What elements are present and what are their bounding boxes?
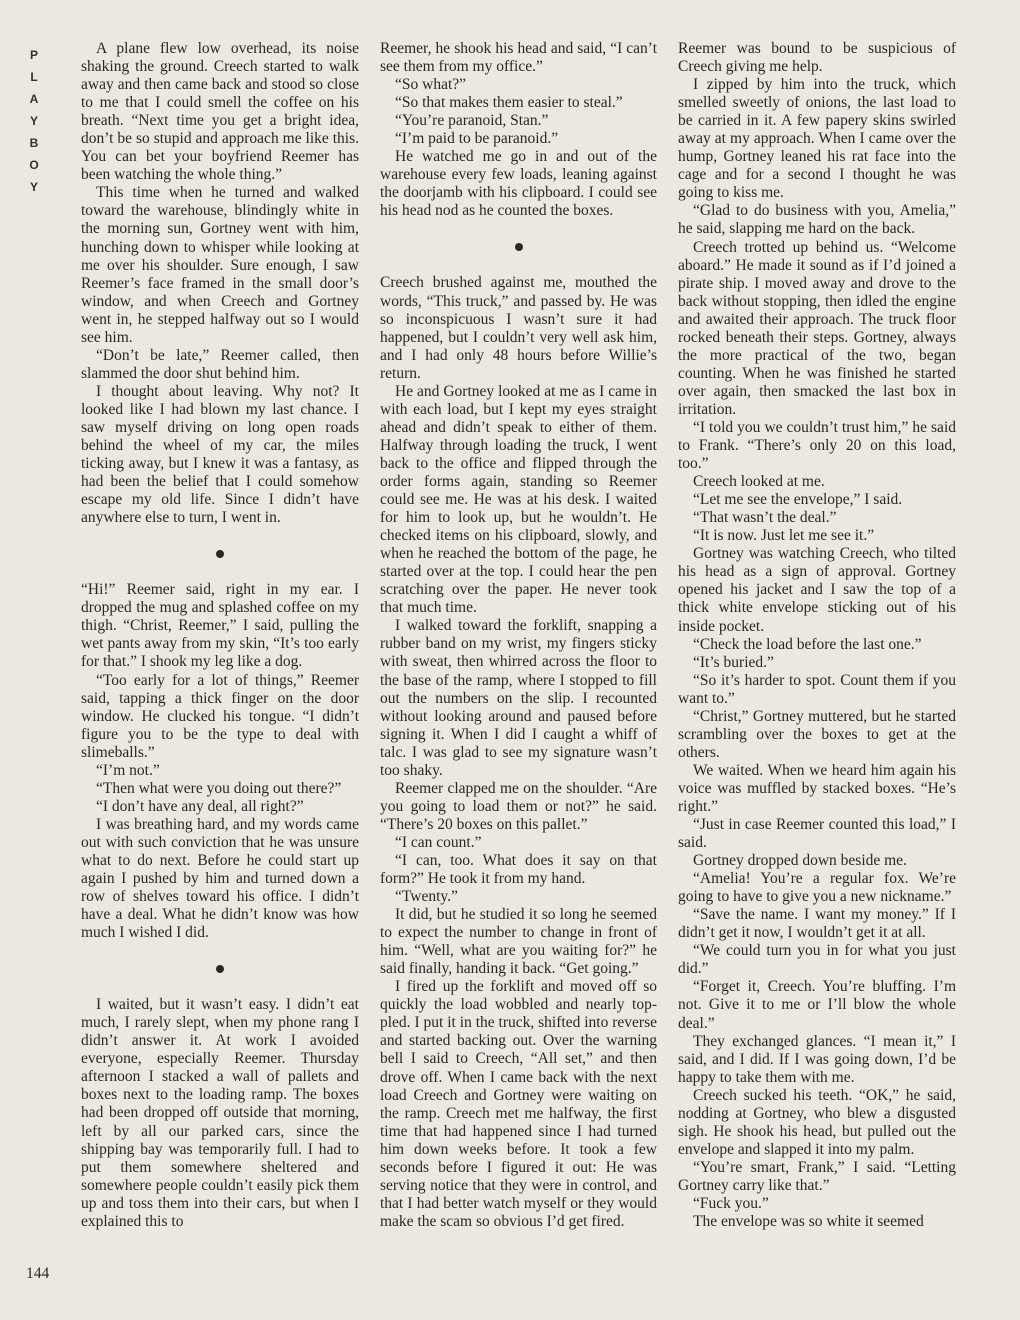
paragraph: “We could turn you in for what you just did.”: [678, 942, 956, 978]
magazine-name-letter: A: [29, 92, 39, 106]
paragraph: He and Gortney looked at me as I came in with each load, but I kept my eyes straight ahead and didn’t speak to either of them. Halfway through loading the truck, I went back to the office and flipped through the order forms again, standing so Reemer could see me. He was at his desk. I waited for him to look up, but he wouldn’t. He checked items on his clipboard, slowly, and when he reached the bottom of the page, he started over at the top. I could hear the pen scratching over the paper. He never took that much time.: [380, 382, 657, 617]
magazine-name-letter: Y: [29, 114, 38, 128]
magazine-name-letter: L: [30, 70, 38, 84]
magazine-name-letter: Y: [29, 180, 38, 194]
paragraph: Gortney was watching Creech, who tilted his head as a sign of approval. Gortney opened his jacket and I saw the top of a thick white envelope sticking out of his inside pocket.: [678, 545, 956, 635]
paragraph: “You’re smart, Frank,” I said. “Letting Gortney carry like that.”: [678, 1158, 956, 1194]
paragraph: “Forget it, Creech. You’re bluffing. I’m not. Give it to me or I’ll blow the whole deal.”: [678, 978, 956, 1032]
paragraph: “Fuck you.”: [693, 1195, 769, 1212]
paragraph: I walked toward the forklift, snapping a rubber band on my wrist, my fingers sticky with sweat, then whirred across the floor to the base of the ramp, where I stopped to fill out the numbers on the slip. I recounted without looking around and paused before signing it. When I did I caught a whiff of talc. I was glad to see my signature wasn’t too shaky.: [380, 617, 657, 779]
section-break-bullet: [81, 942, 359, 996]
paragraph: Reemer clapped me on the shoulder. “Are you going to load them or not?” he said. “There’s 20 boxes on this pallet.”: [380, 779, 657, 833]
paragraph: “I don’t have any deal, all right?”: [96, 797, 304, 815]
magazine-name-vertical: [26, 44, 42, 198]
paragraph: “Save the name. I want my money.” If I didn’t get it now, I wouldn’t get it at all.: [678, 906, 956, 942]
paragraph: I zipped by him into the truck, which smelled sweetly of onions, the last load to be carried in it. A few papery skins swirled away at my approach. When I came over the hump, Gortney leaned his rat face into the cage and for a second I thought he was going to kiss me.: [678, 76, 956, 202]
page-number: 144: [26, 1265, 50, 1282]
paragraph: “That wasn’t the deal.”: [693, 509, 837, 527]
paragraph: I fired up the forklift and moved off so quickly the load wobbled and nearly toppled. I put it in the truck, shifted into reverse and started backing out. Over the warning bell I said to Creech, “All set,” and then drove off. When I came back with the next load Creech and Gortney were waiting on the ramp. Creech met me halfway, the first time that had happened since I had turned him down weeks before. It took a few seconds before I figured it out: He was serving notice that they were in control, and that I had better watch myself or they would make the scam so obvious I’d get fired.: [380, 978, 657, 1230]
paragraph: He watched me go in and out of the warehouse every few loads, leaning against the doorjamb with his clipboard. I could see his head nod as he counted the boxes.: [380, 148, 657, 220]
paragraph: I thought about leaving. Why not? It looked like I had blown my last chance. I saw myself driving on long open roads behind the wheel of my car, the miles ticking away, but I knew it was a fantasy, as had been the belief that I could somehow escape my old life. Since I didn’t have anywhere else to turn, I went in.: [81, 382, 359, 527]
paragraph: “I told you we couldn’t trust him,” he said to Frank. “There’s only 20 on this load, too.”: [678, 418, 956, 473]
paragraph: A plane flew low overhead, its noise shaking the ground. Creech started to walk away and then came back and stood so close to me that I could smell the coffee on his breath. “Next time you get a bright idea, don’t be so stupid and approach me like this. You can bet your boyfriend Reemer has been watching the whole thing.”: [81, 40, 359, 184]
paragraph: “So what?”: [395, 76, 467, 94]
magazine-name-letter: P: [29, 48, 38, 62]
paragraph: “So that makes them easier to steal.”: [395, 94, 623, 112]
paragraph: “Glad to do business with you, Amelia,” he said, slapping me hard on the back.: [678, 202, 956, 238]
paragraph: “Don’t be late,” Reemer called, then slammed the door shut behind him.: [81, 346, 359, 382]
paragraph: “Christ,” Gortney muttered, but he started scrambling over the boxes to get at the others.: [678, 707, 956, 761]
paragraph: It did, but he studied it so long he seemed to expect the number to change in front of him. “Well, what are you waiting for?” he said finally, handing it back. “Get going.”: [380, 906, 657, 978]
paragraph: “Let me see the envelope,” I said.: [693, 491, 903, 509]
magazine-name-letter: B: [29, 136, 39, 150]
paragraph: The envelope was so white it seemed: [693, 1213, 924, 1231]
paragraph: Creech sucked his teeth. “OK,” he said, nodding at Gortney, who blew a disgusted sigh. He shook his head, but pulled out the envelope and slapped it into my palm.: [678, 1086, 956, 1158]
paragraph: They exchanged glances. “I mean it,” I said, and I did. If I was going down, I’d be happy to take them with me.: [678, 1032, 956, 1086]
text-column-1: [81, 40, 359, 1231]
paragraph: “Too early for a lot of things,” Reemer said, tapping a thick finger on the door window. He clucked his tongue. “I didn’t figure you to be the type to deal with slimeballs.”: [81, 671, 359, 761]
paragraph: “I’m not.”: [96, 761, 160, 779]
paragraph: I waited, but it wasn’t easy. I didn’t eat much, I rarely slept, when my phone rang I didn’t answer it. At work I avoided everyone, especially Reemer. Thursday afternoon I stacked a wall of pallets and boxes next to the loading ramp. The boxes had been dropped off outside that morning, left by all our parked cars, since the shipping bay was temporarily full. I had to put them somewhere sheltered and somewhere people couldn’t easily pick them up and toss them into their cars, but when I explained this to: [81, 996, 359, 1230]
paragraph: I was breathing hard, and my words came out with such conviction that he was unsure what to do next. Before he could start up again I pushed by him and turned down a row of shelves toward his office. I didn’t have a deal. What he didn’t know was how much I wished I did.: [81, 815, 359, 942]
paragraph: This time when he turned and walked toward the warehouse, blindingly white in the morning sun, Gortney went with him, hunching down to whisper while looking at me over his shoulder. Sure enough, I saw Reemer’s face framed in the small door’s window, and when Creech and Gortney went in, he stepped halfway out so I would see him.: [81, 184, 359, 346]
paragraph: “I can, too. What does it say on that form?” He took it from my hand.: [380, 851, 657, 888]
paragraph: “I’m paid to be paranoid.”: [395, 130, 559, 148]
paragraph: “It’s buried.”: [693, 653, 774, 671]
text-column-3: [678, 40, 956, 1231]
paragraph: “Twenty.”: [395, 888, 458, 906]
paragraph: “Amelia! You’re a regular fox. We’re going to have to give you a new nickname.”: [678, 870, 956, 906]
paragraph: Gortney dropped down beside me.: [693, 852, 907, 870]
paragraph: Reemer was bound to be suspicious of Creech giving me help.: [678, 40, 956, 76]
paragraph: Creech brushed against me, mouthed the words, “This truck,” and passed by. He was so inconspicuous I wasn’t sure it had happened, but I couldn’t very well ask him, and I had only 48 hours before Willie’s return.: [380, 274, 657, 382]
magazine-name-letter: O: [29, 158, 39, 172]
section-break-bullet: [380, 220, 657, 274]
paragraph: “It is now. Just let me see it.”: [693, 527, 875, 545]
paragraph: Creech looked at me.: [693, 473, 825, 491]
paragraph: “I can count.”: [395, 833, 482, 851]
paragraph: “Then what were you doing out there?”: [96, 779, 342, 797]
paragraph: “You’re paranoid, Stan.”: [395, 112, 549, 130]
paragraph: “So it’s harder to spot. Count them if you want to.”: [678, 671, 956, 707]
paragraph: Reemer, he shook his head and said, “I can’t see them from my office.”: [380, 40, 657, 76]
paragraph: We waited. When we heard him again his voice was muffled by stacked boxes. “He’s right.”: [678, 761, 956, 815]
section-break-bullet: [81, 527, 359, 581]
paragraph: “Just in case Reemer counted this load,” I said.: [678, 816, 956, 852]
paragraph: Creech trotted up behind us. “Welcome aboard.” He made it sound as if I’d joined a pirate ship. I moved away and drove to the back without stopping, then idled the engine and awaited their approach. The truck floor rocked beneath their steps. Gortney, always the more practical of the two, began counting. When he was finished he started over again, then smacked the last box in irritation.: [678, 238, 956, 418]
paragraph: “Hi!” Reemer said, right in my ear. I dropped the mug and splashed coffee on my thigh. “Christ, Reemer,” I said, pulling the wet pants away from my skin, “It’s too early for that.” I shook my leg like a dog.: [81, 581, 359, 671]
text-column-2: [380, 40, 657, 1231]
paragraph: “Check the load before the last one.”: [693, 635, 922, 653]
